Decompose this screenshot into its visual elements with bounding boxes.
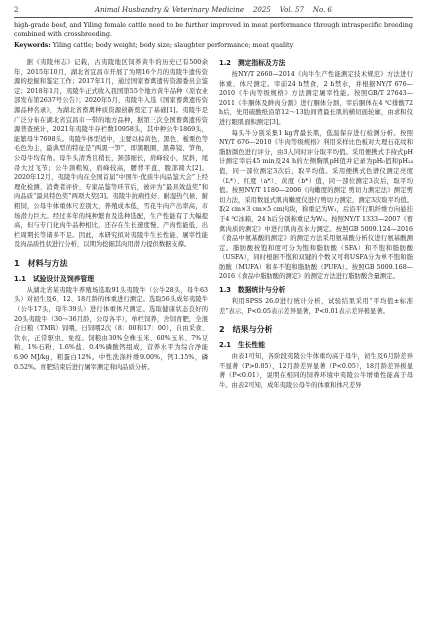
running-header xyxy=(14,6,413,14)
section-1-2-paragraph: 按NY/T 2660—2014《肉牛生产性能测定技术规范》方法进行体重、体尺测定。宰前24 h禁食，2 h禁水，并根据NY/T 676—2010《牛肉等级规格》方法测定屠宰性能。按照GB/T 27643—2011《牛胴体及鲜肉分割》进行胴体分割，宰后胴体在4 ℃排酸72 h后，先用硫酸纸沿第12～13肋间背最长肌的横切面轮廓，由求积仪进行眼肌面积测定[3]。 xyxy=(219,71,413,126)
section-1-heading: 1 材料与方法 xyxy=(14,258,68,268)
right-column xyxy=(219,58,413,618)
page-number: 2 xyxy=(14,6,19,14)
section-1-1-heading: 1.1 试验设计及饲养管理 xyxy=(14,274,95,283)
keywords-label: Keywords: xyxy=(14,41,51,49)
meat-quality-paragraph: 每头牛分别采集1 kg背最长肌，低温保存进行检测分析。按照NY/T 676—2010《牛肉等级规格》利用采样比色板对大理石花纹和脂肪颜色进行评分，由3人同时评分取平均值。采用便携式手持式pH计测定宰后45 min及24 h的左侧胸肌pH值并记录为pH₀值和pH₂₄值，同一部位测定3次后，取平均值。采用便携式色谱仪测定亮度（L*）、红度（a*）、黄度（b*）值，同一部位测定3次后，取平均值。按照NY/T 1180—2006《肉嫩度的测定 剪切力测定法》测定剪切力法，采用数显式肌肉嫩度仪进行剪切力测定，测定3次取平均值。取2 cm×3 cm×5 cm肉块，称重记为W₁，后沿平行肌纤维方向悬挂于4 ℃冰箱，24 h后分别称重记为W₂。按照NY/T 1333—2007《畜禽肉质的测定》中进行肌肉蒸水力测定。按照GB 5009.124—2016《食品中氨基酸的测定》的测定方法采用氨基酸分析仪进行氨基酸测定。脂肪酸按饱和度可分为饱和脂肪酸（SFA）和不饱和脂肪酸（USFA），同时根据不饱和双键的个数又可将USFA分为单不饱和脂肪酸（MUFA）和多不饱和脂肪酸（PUFA）。按照GB 5009.168—2016《食品中脂肪酸的测定》的测定方法进行脂肪酸含量测定。 xyxy=(219,129,413,281)
journal-year: 2025 xyxy=(252,6,271,14)
keywords-text: Yiling cattle; body weight; body size; slaughter performance; meat quality xyxy=(52,41,294,49)
intro-paragraph: 据《夷陵州志》记载，古夷陵地区饲养黄牛的历史已有500余年，2015年10月，湖北省宜昌市开展了为期16个月的夷陵牛遗传资源的挖掘和鉴定工作；2017年1月，通过国家畜禽遗传资源委员会鉴定；2018年1月，夷陵牛正式收入我国第55个地方黄牛品种（原农业部发布第2637号公告）；2020年5月，夷陵牛入选《国家畜禽遗传资源品种名录》，为湖北省畜禽种质资源创新奠定了基础[1]。夷陵牛是广泛分布在湖北省宜昌市一带的地方品种，据第三次全国畜禽遗传资源普查统计，2021年夷陵牛存栏数10958头，其中种公牛1869头，能繁母牛7698头。夷陵牛体型适中，主要以棕黄色、黑色、栀栗色等毛色为主，最典型的特征是“两黑一笋”，即黑眼圈、黑鼻镜、笋角，公母牛均有角。母牛头清秀且稍长，颈部细长，肩峰较小，尻斜，尾帚大过飞节；公牛颈粗短，肩峰较高，腰背平直，腹部圆大[2]。2020年12月，夷陵牛肉在全国首届“中国牛·优质牛肉品鉴大会”上经理化检测、消费者评价、专家品鉴等环节后，被评为“最具效益奖”和肉品质“最具特色奖”两项大奖[3]。夷陵牛抗病性好、耐湿热气候、耐粗饲，公母牛体重体尺差别大，养殖成本低，雪花牛肉产出率高，市场潜力巨大。经过多年的纯种繁育及选种选配，生产性能有了大幅提高，但与专门化肉牛品种相比，还存在生长速度慢、产肉性能低、出栏周期长等诸多不足。因此，本研究拟对夷陵牛生长性能、屠宰性能及肉品质性状进行分析，以期为挖掘其肉用潜力提供数据支撑。 xyxy=(14,59,208,249)
abstract-tail: high-grade beef, and Yiling female cattle need to be further improved in meat performance through intraspecific breeding combined with crossbreeding. xyxy=(14,21,413,38)
section-2-1-paragraph: 由表1可知，各阶段夷陵公牛体重均高于母牛，初生及6月龄差异不显著（P>0.05），12月龄差异显著（P<0.05），18月龄差异极显著（P<0.01），说明在相同的饲养环境中夷陵公牛增重性能高于母牛。由表2可知，成年夷陵公母牛的体重和体尺差异 xyxy=(219,353,413,390)
journal-issue: No. 6 xyxy=(312,6,332,14)
keywords-line xyxy=(14,41,413,50)
section-1-3-heading: 1.3 数据统计与分析 xyxy=(219,286,286,295)
section-1-3-paragraph: 利用SPSS 26.0进行统计分析，试验结果采用“平均值±标准差”表示，P<0.05表示差异显著，P<0.01表示差异极显著。 xyxy=(219,298,413,315)
section-1-1-paragraph: 从湖北省某夷陵牛养殖场选取91头夷陵牛（公牛28头，母牛63头）对初生及6、12、18月龄的体重进行测定。选取56头成年夷陵牛（公牛17头，母牛39头）进行体重体尺测定。选取健康状态良好的20头夷陵牛（30～36月龄，公母各半），单栏饲养，舍饲育肥，全混合日粮（TMR）饲喂，日饲喂2次（8：00和17：00），自由采食、饮水，正常驱虫、免疫。饲粮由30%全株玉米、60%玉米、7%豆粕、1%石粉、1.6%盐、0.4%磷酸钙组成，营养水平为综合净能6.90 MJ/kg，粗蛋白12%。中性洗涤纤维9.00%，钙1.15%，磷0.52%。育肥结束后进行屠宰测定和肉品质分析。 xyxy=(14,286,208,371)
section-2-1-heading: 2.1 生长性能 xyxy=(219,341,266,350)
header-rule xyxy=(14,17,413,18)
section-2-heading: 2 结果与分析 xyxy=(219,325,273,335)
section-1-2-heading: 1.2 测定指标及方法 xyxy=(219,59,286,67)
left-column xyxy=(14,58,208,618)
journal-name: Animal Husbandry & Veterinary Medicine xyxy=(94,6,245,14)
journal-volume: Vol. 57 xyxy=(279,6,304,14)
